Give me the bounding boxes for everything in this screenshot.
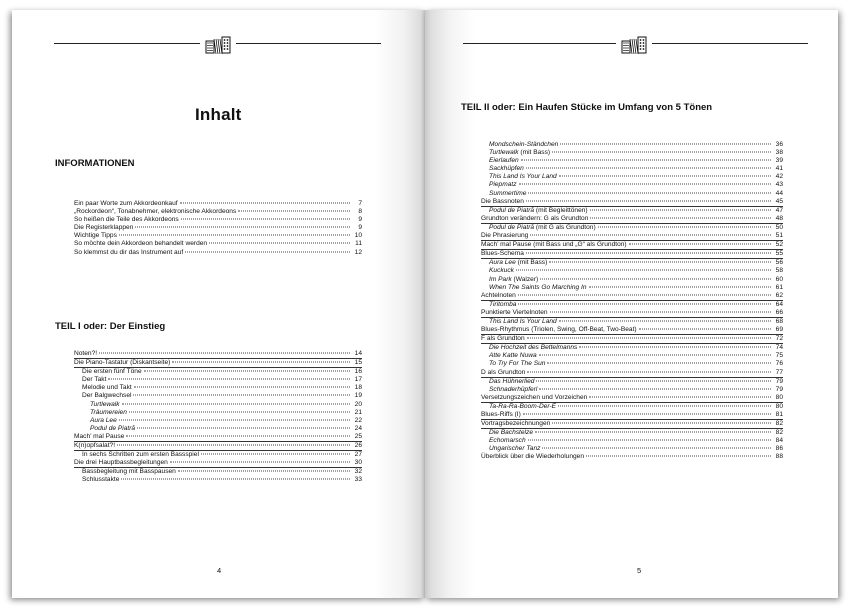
page-number-right: 5	[637, 566, 642, 575]
toc-entry	[481, 198, 783, 207]
toc-entry-title: Mach’ mal Pause (mit Bass und „G“ als Grundton)	[481, 241, 627, 249]
toc-entry-title: So heißen die Teile des Akkordeons	[74, 216, 179, 224]
toc-leader-dots	[539, 388, 771, 389]
toc-entry	[481, 309, 783, 318]
toc-entry	[481, 429, 783, 437]
toc-entry-page: 66	[775, 308, 783, 316]
toc-entry-title: Punktierte Viertelnoten	[481, 308, 548, 316]
toc-leader-dots	[526, 168, 771, 169]
toc-entry-title: Achtelnoten	[481, 291, 516, 299]
toc-entry-page: 88	[775, 453, 783, 461]
toc-entry-title: Summertime	[489, 189, 527, 197]
toc-entry-title: Mach’ mal Pause	[74, 432, 125, 440]
toc-entry-page: 32	[354, 468, 362, 476]
toc-entry-page: 76	[775, 360, 783, 368]
toc-entry	[481, 284, 783, 292]
toc-entry-page: 19	[354, 392, 362, 400]
toc-entry-page: 79	[775, 377, 783, 385]
toc-leader-dots	[121, 479, 350, 480]
toc-leader-dots	[528, 440, 771, 441]
toc-entry-page: 61	[775, 283, 783, 291]
toc-leader-dots	[536, 380, 771, 381]
toc-entry-page: 80	[775, 402, 783, 410]
toc-entry	[74, 409, 362, 417]
toc-entry-title: Ta-Ra-Ra-Boom-Der-É	[489, 402, 557, 410]
toc-entry	[74, 368, 362, 376]
toc-entry-title: Aura Lee	[90, 416, 117, 424]
accordion-icon	[621, 34, 647, 56]
toc-entry	[74, 224, 362, 232]
toc-leader-dots	[535, 432, 771, 433]
toc-entry	[481, 224, 783, 232]
toc-entry-title: Der Balgwechsel	[82, 392, 132, 400]
toc-entry-page: 47	[775, 206, 783, 214]
toc-leader-dots	[589, 396, 771, 397]
toc-leader-dots	[559, 176, 771, 177]
toc-entry	[481, 378, 783, 386]
toc-entry	[74, 216, 362, 224]
toc-entry-page: 55	[775, 250, 783, 258]
toc-entry-title: Das Hühnerlied	[489, 377, 535, 385]
toc-entry-title: Die ersten fünf Töne	[82, 368, 142, 376]
toc-leader-dots	[560, 144, 771, 145]
toc-entry	[74, 476, 362, 484]
toc-leader-dots	[549, 262, 771, 263]
toc-entry	[74, 200, 362, 208]
toc-leader-dots	[590, 209, 771, 210]
toc-leader-dots	[135, 227, 350, 228]
toc-entry	[481, 276, 783, 284]
toc-entry	[74, 417, 362, 425]
toc-entry	[481, 352, 783, 360]
toc-entry	[481, 241, 783, 250]
toc-entry-page: 68	[775, 317, 783, 325]
toc-leader-dots	[539, 355, 771, 356]
toc-entry-title: Bassbegleitung mit Basspausen	[82, 468, 176, 476]
toc-entry-title: Kuckuck	[489, 267, 514, 275]
toc-entry-page: 69	[775, 326, 783, 334]
toc-entry	[74, 350, 362, 359]
toc-entry	[481, 344, 783, 352]
toc-entry-page: 27	[354, 451, 362, 459]
toc-entry	[481, 259, 783, 267]
toc-entry	[481, 232, 783, 241]
toc-entry	[481, 420, 783, 429]
toc-leader-dots	[518, 303, 771, 304]
toc-entry	[481, 360, 783, 368]
toc-leader-dots	[178, 471, 350, 472]
toc-leader-dots	[129, 411, 350, 412]
toc-entry-page: 41	[775, 165, 783, 173]
toc-entry	[481, 394, 783, 403]
toc-entry-title: „Rockordeon“, Tonabnehmer, elektronische Akkordeons	[74, 208, 237, 216]
toc-leader-dots	[519, 184, 772, 185]
toc-entry-page: 18	[354, 384, 362, 392]
toc-entry-title: Im Park (Walzer)	[489, 275, 539, 283]
toc-entry-page: 58	[775, 267, 783, 275]
toc-entry-title: Turtlewalk	[90, 400, 120, 408]
toc-entry-page: 11	[355, 240, 362, 248]
toc-entry-page: 10	[354, 232, 362, 240]
toc-entry-page: 45	[775, 197, 783, 205]
toc-entry-title: So klemmst du dir das Instrument auf	[74, 248, 184, 256]
toc-entry-title: Die Phrasierung	[481, 232, 529, 240]
toc-leader-dots	[526, 200, 771, 201]
toc-entry	[481, 250, 783, 259]
toc-leader-dots	[530, 235, 771, 236]
toc-leader-dots	[598, 226, 771, 227]
toc-leader-dots	[542, 448, 771, 449]
toc-entry	[481, 190, 783, 198]
toc-leader-dots	[185, 251, 350, 252]
toc-leader-dots	[122, 403, 350, 404]
toc-entry-page: 9	[358, 224, 362, 232]
toc-leader-dots	[552, 152, 771, 153]
toc-entry-page: 64	[775, 300, 783, 308]
toc-leader-dots	[527, 371, 771, 372]
toc-entry-page: 14	[354, 350, 362, 357]
toc-entry-title: Die Piano-Tastatur (Diskantseite)	[74, 359, 171, 367]
toc-leader-dots	[590, 217, 771, 218]
teil2-heading: TEIL II oder: Ein Haufen Stücke im Umfang von 5 Tönen	[461, 102, 713, 113]
page-number-left: 4	[217, 566, 222, 575]
toc-entry	[74, 425, 362, 433]
header-rule-right	[652, 43, 808, 44]
toc-entry-page: 20	[354, 400, 362, 408]
toc-entry-page: 77	[775, 368, 783, 376]
toc-entry	[481, 437, 783, 445]
toc-entry-title: F als Grundton	[481, 335, 525, 343]
toc-entry-title: Versetzungszeichen und Vorzeichen	[481, 393, 588, 401]
toc-leader-dots	[550, 311, 771, 312]
toc-leader-dots	[137, 427, 350, 428]
toc-entry-page: 62	[775, 291, 783, 299]
toc-entry-page: 16	[354, 368, 362, 376]
teil2-toc	[481, 141, 783, 462]
toc-leader-dots	[523, 414, 771, 415]
toc-entry-page: 56	[775, 259, 783, 267]
toc-entry-title: Die drei Hauptbassbegleitungen	[74, 459, 168, 467]
toc-leader-dots	[119, 235, 350, 236]
toc-leader-dots	[526, 253, 771, 254]
toc-entry	[481, 141, 783, 149]
toc-entry-page: 12	[354, 248, 362, 256]
toc-entry-title: Blues-Riffs (I)	[481, 411, 521, 418]
toc-entry-page: 26	[354, 442, 362, 450]
toc-entry-title: Podul de Piatră (mit Begleittönen)	[489, 206, 588, 214]
toc-leader-dots	[558, 405, 771, 406]
toc-entry	[74, 240, 362, 248]
toc-entry-page: 81	[775, 411, 783, 418]
toc-leader-dots	[521, 160, 771, 161]
toc-entry-title: Vortragsbezeichnungen	[481, 420, 551, 428]
header-rule-left	[54, 43, 200, 44]
toc-entry-page: 8	[358, 208, 362, 216]
toc-entry-title: Turtlewalk (mit Bass)	[489, 149, 551, 157]
toc-leader-dots	[516, 270, 771, 271]
header-rule-left	[463, 43, 616, 44]
toc-entry-page: 44	[775, 189, 783, 197]
toc-entry-title: Noten?!	[74, 350, 98, 357]
toc-leader-dots	[629, 244, 771, 245]
toc-leader-dots	[134, 387, 350, 388]
toc-entry-title: Atte Katte Nuwa	[489, 352, 537, 360]
book-spread	[12, 10, 838, 598]
toc-entry	[74, 459, 362, 468]
toc-entry-title: To Try For The Sun	[489, 360, 546, 368]
toc-entry-page: 22	[354, 416, 362, 424]
toc-entry-title: Podul de Piatră (mit G als Grundton)	[489, 223, 596, 231]
toc-entry-page: 82	[775, 429, 783, 437]
toc-leader-dots	[144, 371, 350, 372]
toc-entry-page: 51	[775, 232, 783, 240]
accordion-icon	[205, 34, 231, 56]
toc-entry-title: Die Bassnoten	[481, 197, 524, 205]
toc-entry-page: 75	[775, 352, 783, 360]
toc-leader-dots	[133, 395, 350, 396]
toc-entry	[74, 442, 362, 451]
toc-leader-dots	[126, 435, 350, 436]
toc-entry-title: Blues-Schema	[481, 250, 524, 258]
toc-entry-title: Tiritomba	[489, 300, 517, 308]
toc-leader-dots	[547, 363, 771, 364]
toc-entry	[74, 384, 362, 392]
toc-entry-page: 48	[775, 214, 783, 222]
toc-entry-page: 24	[354, 424, 362, 432]
toc-entry-title: Echomarsch	[489, 437, 526, 445]
toc-leader-dots	[559, 320, 771, 321]
toc-leader-dots	[172, 362, 350, 363]
toc-entry	[74, 208, 362, 216]
toc-leader-dots	[527, 338, 771, 339]
toc-leader-dots	[540, 278, 771, 279]
toc-entry	[481, 453, 783, 461]
toc-leader-dots	[181, 219, 350, 220]
toc-leader-dots	[170, 462, 350, 463]
toc-entry-page: 38	[775, 149, 783, 157]
toc-entry	[481, 173, 783, 181]
toc-entry-page: 86	[775, 445, 783, 453]
toc-entry-title: Sackhüpfen	[489, 165, 524, 173]
left-page	[12, 10, 425, 598]
toc-entry-title: Melodie und Takt	[82, 384, 132, 392]
toc-entry-page: 84	[775, 437, 783, 445]
toc-entry-title: Der Takt	[82, 376, 107, 384]
toc-entry	[481, 157, 783, 165]
toc-entry-page: 80	[775, 393, 783, 401]
toc-entry-page: 43	[775, 181, 783, 189]
toc-entry	[481, 326, 783, 335]
toc-entry-title: Ungarischer Tanz	[489, 445, 541, 453]
toc-leader-dots	[586, 456, 771, 457]
informationen-toc	[74, 200, 362, 257]
toc-leader-dots	[238, 211, 350, 212]
toc-entry	[481, 165, 783, 173]
toc-entry-title: So möchte dein Akkordeon behandelt werden	[74, 240, 208, 248]
toc-entry	[481, 411, 783, 420]
toc-leader-dots	[180, 203, 350, 204]
toc-entry	[74, 232, 362, 240]
toc-leader-dots	[528, 192, 771, 193]
toc-entry-title: In sechs Schritten zum ersten Bassspiel	[82, 451, 199, 459]
toc-entry-title: Wichtige Tipps	[74, 232, 117, 240]
toc-leader-dots	[209, 243, 350, 244]
toc-entry-title: Aura Lee (mit Bass)	[489, 259, 548, 267]
toc-entry	[481, 386, 783, 394]
toc-entry-title: Podul de Piatră	[90, 424, 136, 432]
toc-leader-dots	[589, 286, 772, 287]
toc-entry-title: Überblick über die Wiederholungen	[481, 453, 584, 461]
toc-entry-page: 60	[775, 275, 783, 283]
toc-entry	[74, 433, 362, 442]
toc-entry-title: Die Registerklappen	[74, 224, 134, 232]
toc-leader-dots	[639, 329, 771, 330]
informationen-heading: INFORMATIONEN	[55, 158, 135, 169]
toc-entry-page: 30	[354, 459, 362, 467]
toc-entry	[481, 369, 783, 378]
toc-entry-page: 25	[354, 432, 362, 440]
toc-entry-title: Schlusstakte	[82, 476, 120, 484]
toc-entry-title: Piepmatz	[489, 181, 517, 189]
toc-entry	[481, 318, 783, 326]
toc-entry	[481, 335, 783, 344]
toc-entry-title: Mondschein-Ständchen	[489, 141, 559, 148]
toc-entry-title: Blues-Rhythmus (Triolen, Swing, Off-Beat, Two-Beat)	[481, 326, 637, 334]
toc-entry	[481, 149, 783, 157]
toc-entry-title: Grundton verändern: G als Grundton	[481, 214, 589, 222]
toc-entry-title: Träumereien	[90, 408, 127, 416]
toc-entry	[74, 376, 362, 384]
toc-entry	[481, 403, 783, 411]
toc-entry	[481, 181, 783, 189]
toc-entry-title: Schnaderhüpferl	[489, 385, 538, 393]
toc-entry-page: 79	[775, 385, 783, 393]
toc-entry-page: 33	[354, 476, 362, 484]
toc-entry-page: 15	[354, 359, 362, 367]
toc-entry-title: Die Hochzeit des Bettelmanns	[489, 344, 578, 352]
toc-entry	[74, 401, 362, 409]
toc-leader-dots	[518, 294, 771, 295]
toc-entry	[74, 359, 362, 368]
toc-leader-dots	[117, 445, 350, 446]
teil1-heading: TEIL I oder: Der Einstieg	[55, 321, 166, 332]
toc-entry	[74, 249, 362, 257]
toc-entry-page: 17	[354, 376, 362, 384]
toc-leader-dots	[108, 379, 350, 380]
toc-entry-page: 39	[775, 157, 783, 165]
toc-entry-page: 36	[775, 141, 783, 148]
toc-entry-page: 52	[775, 241, 783, 249]
toc-entry-page: 82	[775, 420, 783, 428]
toc-entry-page: 42	[775, 173, 783, 181]
toc-entry-page: 21	[354, 408, 362, 416]
toc-entry-title: This Land Is Your Land	[489, 317, 557, 325]
toc-entry-title: Eierlaufen	[489, 157, 519, 165]
toc-entry-page: 9	[358, 216, 362, 224]
toc-entry	[481, 292, 783, 301]
toc-entry-title: Ein paar Worte zum Akkordeonkauf	[74, 200, 178, 207]
toc-entry-page: 74	[775, 344, 783, 352]
toc-entry-title: D als Grundton	[481, 368, 526, 376]
toc-entry-page: 50	[775, 223, 783, 231]
toc-leader-dots	[99, 353, 350, 354]
toc-entry	[74, 451, 362, 459]
toc-entry-title: This Land Is Your Land	[489, 173, 557, 181]
toc-leader-dots	[579, 347, 771, 348]
toc-entry-title: K(n)opfsalat?!	[74, 442, 116, 450]
toc-entry-page: 7	[358, 200, 362, 207]
toc-entry-title: When The Saints Go Marching In	[489, 283, 587, 291]
toc-leader-dots	[119, 419, 350, 420]
toc-entry	[481, 215, 783, 224]
toc-entry	[481, 267, 783, 275]
toc-entry	[481, 207, 783, 215]
right-page	[425, 10, 838, 598]
toc-entry	[74, 392, 362, 400]
teil1-toc	[74, 350, 362, 485]
page-title: Inhalt	[195, 105, 242, 124]
toc-entry	[481, 301, 783, 309]
toc-entry-title: Die Bachstelze	[489, 429, 533, 437]
toc-leader-dots	[201, 454, 350, 455]
toc-entry-page: 72	[775, 335, 783, 343]
toc-entry	[74, 468, 362, 476]
toc-leader-dots	[552, 423, 771, 424]
header-rule-right	[236, 43, 381, 44]
